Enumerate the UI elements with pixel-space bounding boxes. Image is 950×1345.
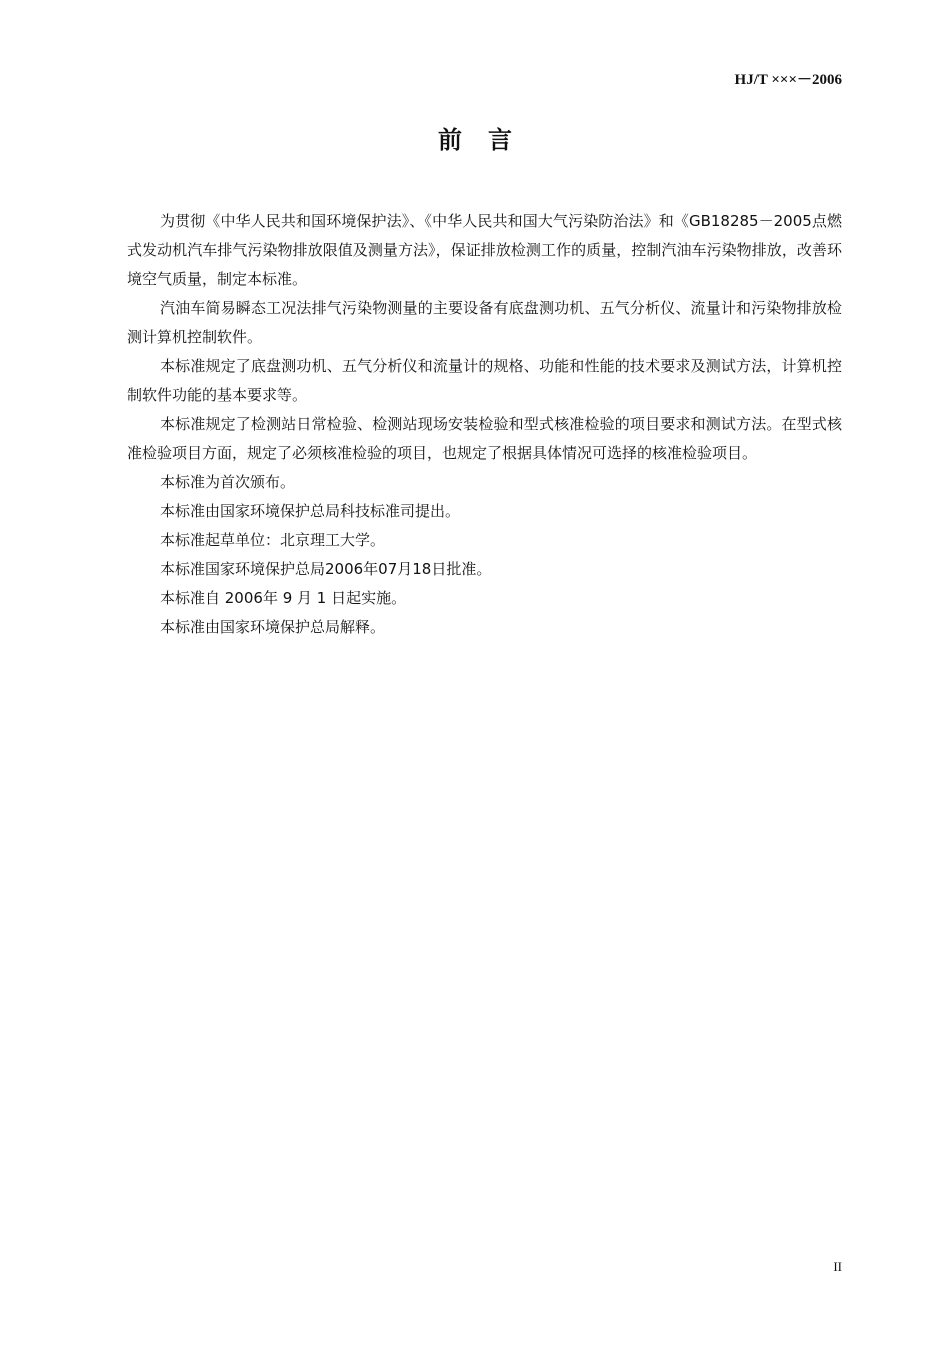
paragraph-interpretation: 本标准由国家环境保护总局解释。 [160, 618, 386, 636]
paragraph-effective-date: 本标准自 2006年 9 月 1 日起实施。 [160, 589, 407, 607]
paragraph-first-release: 本标准为首次颁布。 [160, 473, 296, 491]
paragraph-purpose: 为贯彻《中华人民共和国环境保护法》、《中华人民共和国大气污染防治法》和《GB18285－2005点燃式发动机汽车排气污染物排放限值及测量方法》，保证排放检测工作的质量，控制汽油车污染物排放，改善环境空气质量，制定本标准。 [127, 212, 842, 288]
paragraph-approval-date: 本标准国家环境保护总局2006年07月18日批准。 [160, 560, 492, 578]
paragraph-specifications: 本标准规定了底盘测功机、五气分析仪和流量计的规格、功能和性能的技术要求及测试方法，计算机控制软件功能的基本要求等。 [127, 357, 842, 404]
paragraph-equipment: 汽油车简易瞬态工况法排气污染物测量的主要设备有底盘测功机、五气分析仪、流量计和污染物排放检测计算机控制软件。 [127, 299, 842, 346]
document-code: HJ/T ×××－2006 [734, 72, 842, 88]
paragraph-proposed-by: 本标准由国家环境保护总局科技标准司提出。 [160, 502, 461, 520]
foreword-body [127, 207, 842, 642]
paragraph-drafting-unit: 本标准起草单位：北京理工大学。 [160, 531, 386, 549]
paragraph-inspection: 本标准规定了检测站日常检验、检测站现场安装检验和型式核准检验的项目要求和测试方法。在型式核准检验项目方面，规定了必须核准检验的项目，也规定了根据具体情况可选择的核准检验项目。 [127, 415, 842, 462]
page-number: II [833, 1259, 842, 1274]
page-title: 前言 [438, 126, 538, 154]
